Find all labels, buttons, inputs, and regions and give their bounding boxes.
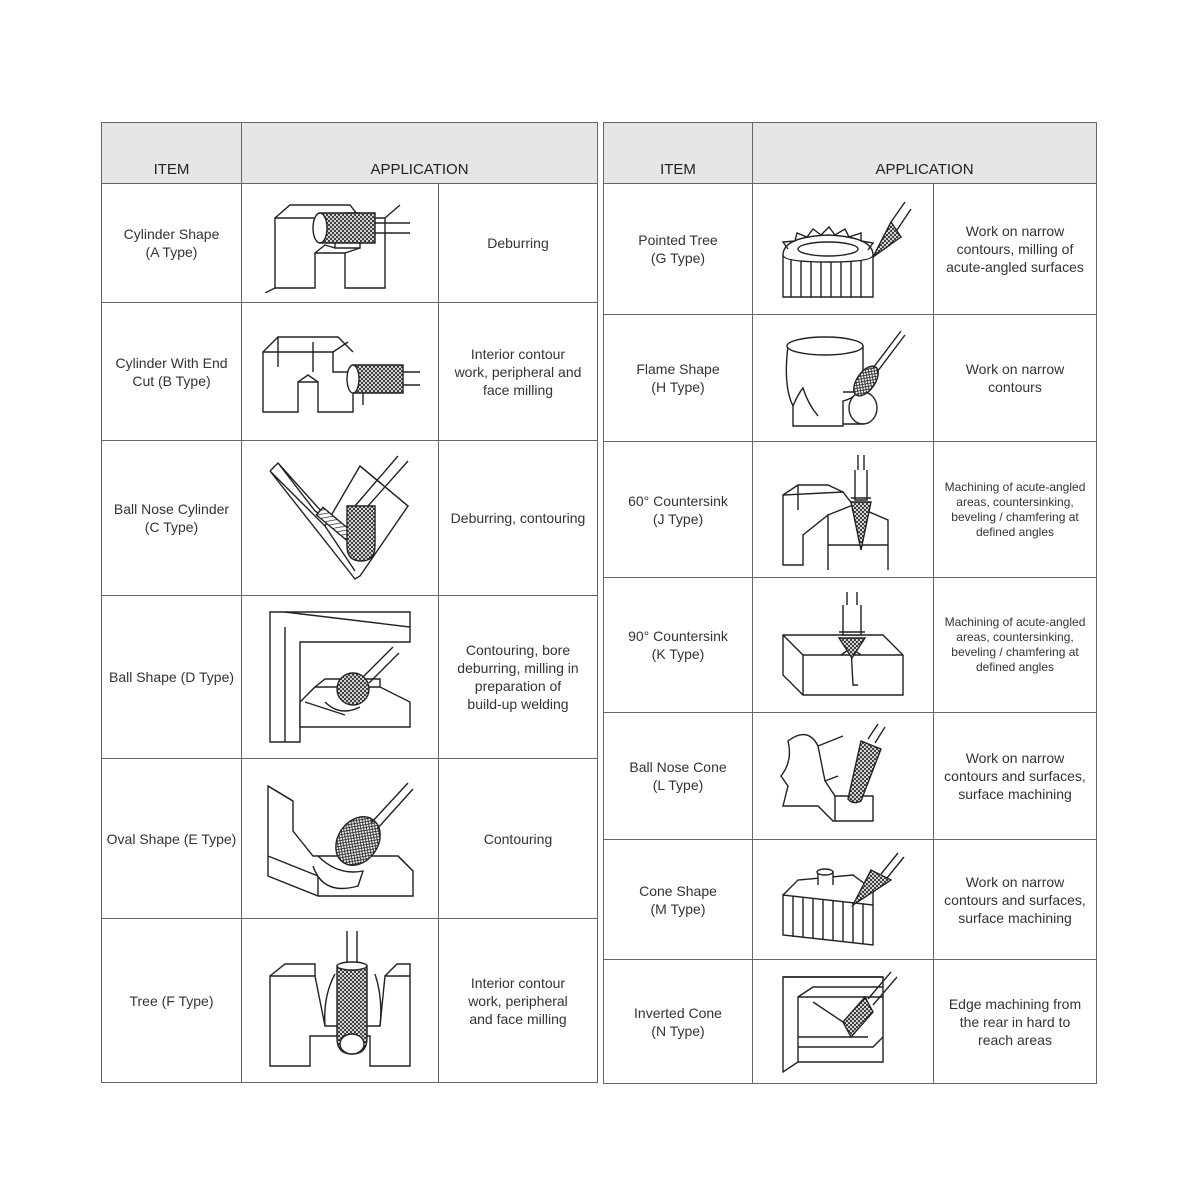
item-name: Ball Shape (D Type) <box>102 596 242 759</box>
table-row <box>604 960 1097 1084</box>
item-name: Ball Nose Cone (L Type) <box>604 713 753 840</box>
table-row <box>102 919 598 1083</box>
application-text: Deburring, contouring <box>439 441 598 596</box>
flame-burr-illustration <box>753 315 934 442</box>
cylinder-end-cut-burr-illustration <box>242 303 439 441</box>
table-row <box>102 596 598 759</box>
table-row <box>604 713 1097 840</box>
application-text: Edge machining from the rear in hard to reach areas <box>934 960 1097 1084</box>
table-row <box>102 303 598 441</box>
oval-burr-illustration <box>242 759 439 919</box>
application-text: Work on narrow contours and surfaces, surface machining <box>934 840 1097 960</box>
item-name: Ball Nose Cylinder (C Type) <box>102 441 242 596</box>
item-name: Flame Shape (H Type) <box>604 315 753 442</box>
item-name: Cylinder With End Cut (B Type) <box>102 303 242 441</box>
burr-application-table-right <box>603 122 1097 1084</box>
application-text: Work on narrow contours, milling of acute-angled surfaces <box>934 184 1097 315</box>
ball-nose-cone-burr-illustration <box>753 713 934 840</box>
header-application: APPLICATION <box>753 123 1097 184</box>
ball-burr-illustration <box>242 596 439 759</box>
item-name: 90° Countersink (K Type) <box>604 578 753 713</box>
table-row <box>604 184 1097 315</box>
table-row <box>604 578 1097 713</box>
inverted-cone-burr-illustration <box>753 960 934 1084</box>
table-row <box>102 441 598 596</box>
application-text: Machining of acute-angled areas, countersinking, beveling / chamfering at defined angles <box>934 442 1097 578</box>
header-application: APPLICATION <box>242 123 598 184</box>
header-item: ITEM <box>604 123 753 184</box>
pointed-tree-burr-illustration <box>753 184 934 315</box>
application-text: Machining of acute-angled areas, countersinking, beveling / chamfering at defined angles <box>934 578 1097 713</box>
application-text: Work on narrow contours <box>934 315 1097 442</box>
application-text: Deburring <box>439 184 598 303</box>
item-name: Tree (F Type) <box>102 919 242 1083</box>
header-item: ITEM <box>102 123 242 184</box>
item-name: Inverted Cone (N Type) <box>604 960 753 1084</box>
table-row <box>102 759 598 919</box>
ball-nose-cylinder-burr-illustration <box>242 441 439 596</box>
item-name: Cylinder Shape (A Type) <box>102 184 242 303</box>
burr-application-table-left <box>101 122 598 1083</box>
item-name: 60° Countersink (J Type) <box>604 442 753 578</box>
table-row <box>102 184 598 303</box>
item-name: Cone Shape (M Type) <box>604 840 753 960</box>
countersink-60-burr-illustration <box>753 442 934 578</box>
application-text: Work on narrow contours and surfaces, surface machining <box>934 713 1097 840</box>
application-text: Interior contour work, peripheral and face milling <box>439 303 598 441</box>
application-text: Contouring, bore deburring, milling in preparation of build-up welding <box>439 596 598 759</box>
cylinder-burr-illustration <box>242 184 439 303</box>
item-name: Pointed Tree (G Type) <box>604 184 753 315</box>
table-row <box>604 840 1097 960</box>
table-row <box>604 315 1097 442</box>
countersink-90-burr-illustration <box>753 578 934 713</box>
tree-burr-illustration <box>242 919 439 1083</box>
item-name: Oval Shape (E Type) <box>102 759 242 919</box>
table-row <box>604 442 1097 578</box>
application-text: Interior contour work, peripheral and face milling <box>439 919 598 1083</box>
application-text: Contouring <box>439 759 598 919</box>
cone-burr-illustration <box>753 840 934 960</box>
